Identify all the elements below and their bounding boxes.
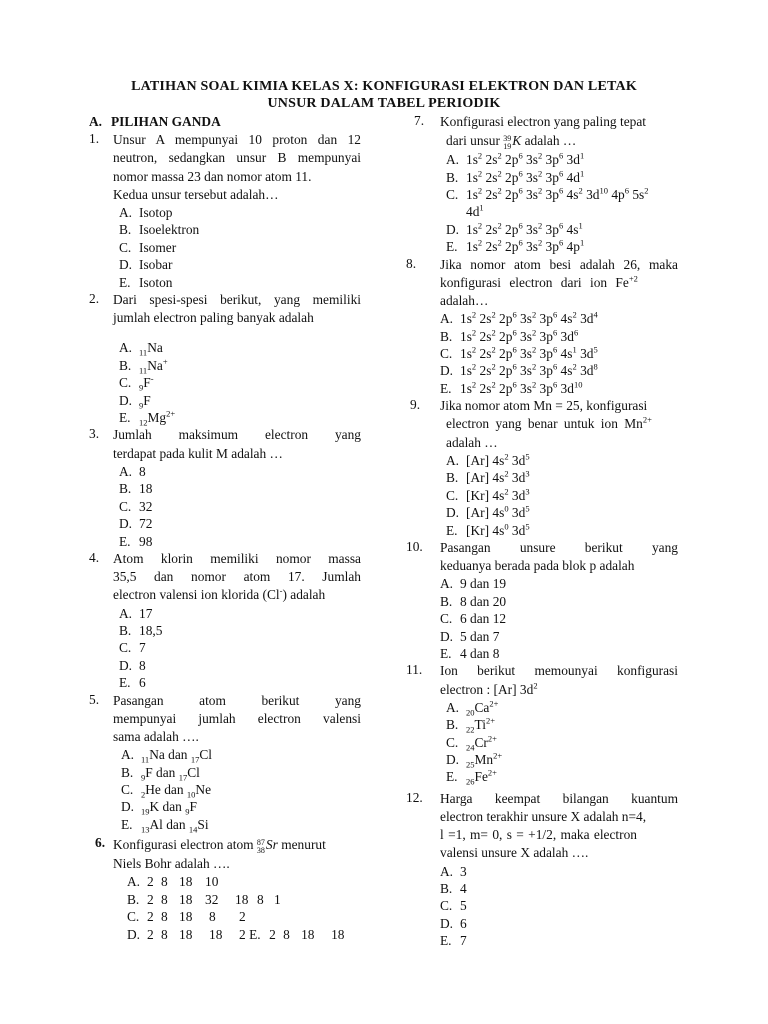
option-b[interactable]: B. [Ar] $4s^2$ $3d^3$: [446, 468, 530, 486]
option-e[interactable]: E. 98: [119, 533, 153, 549]
option-a[interactable]: A. $_{11}$Na: [119, 340, 163, 359]
question-3: [89, 426, 361, 549]
option-a[interactable]: A. $1s^2$ $2s^2$ $2p^6$ $3s^2$ $3p^6$ $3d^1$: [446, 150, 585, 168]
option-d[interactable]: D. 5 dan 7: [440, 628, 500, 644]
option-a[interactable]: A. [Ar] $4s^2$ $3d^5$: [446, 451, 530, 468]
question-number: 10.: [406, 538, 423, 554]
option-c[interactable]: C. 5: [440, 898, 467, 914]
question-text: Niels Bohr adalah ….: [113, 856, 230, 872]
question-number: 7.: [414, 113, 425, 128]
question-text: Kedua unsur tersebut adalah…: [113, 186, 279, 202]
question-number: 4.: [89, 549, 100, 565]
section-letter: A.: [89, 114, 103, 129]
section-header: [89, 113, 361, 131]
question-text: konfigurasi electron dari ion $Fe^{+2}$: [440, 273, 638, 290]
question-number: 12.: [406, 789, 423, 805]
option-e[interactable]: E. $1s^2$ $2s^2$ $2p^6$ $3s^2$ $3p^6$ $3d^{10}$: [440, 379, 583, 396]
question-1: [89, 131, 361, 291]
option-e[interactable]: E. [Kr] $4s^0$ $3d^5$: [446, 521, 530, 538]
title-line-1: LATIHAN SOAL KIMIA KELAS X: KONFIGURASI ELEKTRON DAN LETAK: [131, 79, 637, 94]
question-text: electron yang benar untuk ion $Mn^{2+}$: [446, 415, 652, 432]
question-number: 6.: [95, 835, 106, 851]
option-e[interactable]: E. $_{26}Fe^{2+}$: [446, 767, 497, 788]
option-b[interactable]: B. 8 dan 20: [440, 593, 507, 609]
option-a[interactable]: A. Isotop: [119, 205, 173, 221]
question-6: [89, 835, 361, 943]
option-c[interactable]: C. 2 8 18 8 2: [127, 909, 246, 925]
option-b[interactable]: B. $_{22}Ti^{2+}$: [446, 715, 495, 735]
option-b[interactable]: B. $1s^2$ $2s^2$ $2p^6$ $3s^2$ $3p^6$ $4d^1$: [446, 168, 585, 185]
option-e[interactable]: E. 6: [119, 675, 146, 691]
isotope-sr: 87 38: [256, 838, 265, 856]
question-text: electron terakhir unsure X adalah n=4,: [440, 809, 647, 824]
question-number: 8.: [406, 255, 417, 271]
option-a[interactable]: A. 8: [119, 463, 146, 479]
question-5: [89, 692, 361, 834]
section-label: PILIHAN GANDA: [111, 114, 221, 129]
option-b[interactable]: B. 4: [440, 881, 467, 897]
question-text: dari unsur 39 19K adalah …: [446, 133, 577, 152]
option-e[interactable]: E. $1s^2$ $2s^2$ $2p^6$ $3s^2$ $3p^6$ $4p^1$: [446, 237, 585, 255]
option-c[interactable]: C. $_2$He dan $_{10}$Ne: [121, 781, 212, 800]
question-number: 3.: [89, 426, 100, 442]
question-9: [406, 397, 678, 539]
question-2: [89, 291, 361, 426]
question-8: [406, 256, 678, 398]
question-text: Jika nomor atom Mn = 25, konfigurasi: [440, 398, 648, 414]
question-text: electron valensi ion klorida (Cl-) adalah: [113, 585, 326, 603]
question-text: adalah…: [440, 293, 489, 309]
option-a[interactable]: A. 17: [119, 605, 153, 621]
option-d[interactable]: D. Isobar: [119, 257, 173, 273]
option-c[interactable]: C. $1s^2$ $2s^2$ $2p^6$ $3s^2$ $3p^6$ $4s^1$ $3d^5$: [440, 344, 598, 362]
question-11: [406, 662, 678, 788]
question-number: 2.: [89, 291, 100, 307]
question-text: mempunyai jumlah electron valensi: [113, 710, 361, 726]
option-d[interactable]: D. $_{19}$K dan $_9$F: [121, 799, 197, 818]
question-number: 9.: [410, 397, 421, 413]
option-e[interactable]: E. $_{13}$Al dan $_{14}$Si: [121, 816, 209, 835]
option-c[interactable]: C. 32: [119, 498, 153, 514]
question-4: [89, 550, 361, 692]
question-text: nomor massa 23 dan nomor atom 11.: [113, 168, 312, 184]
question-text: 35,5 dan nomor atom 17. Jumlah: [113, 569, 361, 585]
option-b[interactable]: B. $1s^2$ $2s^2$ $2p^6$ $3s^2$ $3p^6$ $3d^6$: [440, 327, 579, 344]
question-12: [406, 790, 678, 950]
option-c[interactable]: C. Isomer: [119, 239, 177, 255]
question-7: [406, 113, 678, 256]
question-text: Jika nomor atom besi adalah 26, maka: [440, 256, 678, 272]
question-10: [406, 539, 678, 662]
option-b[interactable]: B. 18: [119, 481, 153, 497]
question-number: 11.: [406, 662, 423, 678]
option-d[interactable]: D. $_9$F: [119, 392, 151, 411]
option-d[interactable]: D. $1s^2$ $2s^2$ $2p^6$ $3s^2$ $3p^6$ $4s^1$: [446, 220, 583, 237]
option-c[interactable]: C. 6 dan 12: [440, 611, 507, 627]
question-text: Unsur A mempunyai 10 proton dan 12: [113, 132, 361, 148]
question-text: Pasangan atom berikut yang: [113, 692, 361, 708]
question-text: keduanya berada pada blok p adalah: [440, 558, 635, 574]
option-b[interactable]: B. $_{11}$Na+: [119, 356, 168, 376]
right-column: [406, 113, 678, 950]
option-c[interactable]: C. $1s^2$ $2s^2$ $2p^6$ $3s^2$ $3p^6$ $4s^2$ $3d^{10}$ $4p^6$ $5s^2$: [446, 185, 649, 203]
option-d[interactable]: D. 6: [440, 915, 467, 931]
question-text: l =1, m= 0, s = +1/2, maka electron: [440, 827, 637, 843]
question-text: Konfigurasi electron yang paling tepat: [440, 114, 646, 129]
option-b[interactable]: B. 18,5: [119, 622, 163, 638]
option-e[interactable]: E. 7: [440, 933, 467, 949]
option-d[interactable]: D. [Ar] $4s^0$ $3d^5$: [446, 503, 530, 521]
option-a[interactable]: A. $1s^2$ $2s^2$ $2p^6$ $3s^2$ $3p^6$ $4s^2$ $3d^4$: [440, 309, 598, 327]
question-number: 5.: [89, 691, 100, 707]
question-text: neutron, sedangkan unsur B mempunyai: [113, 150, 361, 166]
option-c[interactable]: C. $_9$F-: [119, 373, 154, 393]
option-a[interactable]: A. $_{20}Ca^{2+}$: [446, 698, 499, 718]
option-d[interactable]: D. $1s^2$ $2s^2$ $2p^6$ $3s^2$ $3p^6$ $4s^2$ $3d^8$: [440, 362, 598, 379]
question-text: Konfigurasi electron atom 87 38Sr menurut: [113, 837, 326, 856]
option-d[interactable]: D. 2 8 18 18 2: [127, 926, 246, 942]
question-text: adalah …: [446, 434, 498, 450]
question-text: jumlah electron paling banyak adalah: [113, 310, 314, 326]
question-text: valensi unsure X adalah ….: [440, 845, 589, 861]
question-text: Jumlah maksimum electron yang: [113, 427, 361, 443]
question-number: 1.: [89, 131, 100, 147]
option-e[interactable]: E. $_{12}Mg^{2+}$: [119, 408, 176, 428]
option-c[interactable]: C. $_{24}Cr^{2+}$: [446, 733, 497, 753]
option-e[interactable]: E. 4 dan 8: [440, 645, 500, 661]
left-column: [89, 113, 361, 943]
question-text: Atom klorin memiliki nomor massa: [113, 550, 361, 566]
question-text: terdapat pada kulit M adalah …: [113, 445, 283, 461]
title-line-2: UNSUR DALAM TABEL PERIODIK: [267, 96, 501, 111]
question-text: Pasangan unsure berikut yang: [440, 539, 678, 555]
option-d[interactable]: D. $_{25}Mn^{2+}$: [446, 750, 503, 770]
question-text: Harga keempat bilangan kuantum: [440, 790, 678, 806]
option-e[interactable]: E. Isoton: [119, 274, 173, 290]
option-a[interactable]: A. $_{11}$Na dan $_{17}$Cl: [121, 747, 212, 765]
question-text: Ion berikut memounyai konfigurasi: [440, 663, 678, 679]
option-b[interactable]: B. $_9$F dan $_{17}$Cl: [121, 764, 200, 783]
option-a[interactable]: A. 9 dan 19: [440, 576, 507, 592]
isotope-k: 39 19: [503, 134, 512, 152]
option-c[interactable]: C. 7: [119, 640, 146, 656]
option-a[interactable]: A. 3: [440, 863, 467, 879]
option-e[interactable]: E. 2 8 18 18: [249, 926, 345, 942]
option-a[interactable]: A. 2 8 18 10: [127, 874, 219, 890]
question-text: sama adalah ….: [113, 728, 199, 744]
option-b[interactable]: B. 2 8 18 32 18 8 1: [127, 891, 281, 907]
option-b[interactable]: B. Isoelektron: [119, 222, 200, 238]
option-d[interactable]: D. 72: [119, 516, 153, 532]
question-text: electron : [Ar] $3d^2$: [440, 680, 538, 697]
option-d[interactable]: D. 8: [119, 657, 146, 673]
option-c-cont: $4d^1$: [466, 202, 484, 220]
question-text: Dari spesi-spesi berikut, yang memiliki: [113, 292, 361, 308]
option-c[interactable]: C. [Kr] $4s^2$ $3d^3$: [446, 486, 530, 503]
